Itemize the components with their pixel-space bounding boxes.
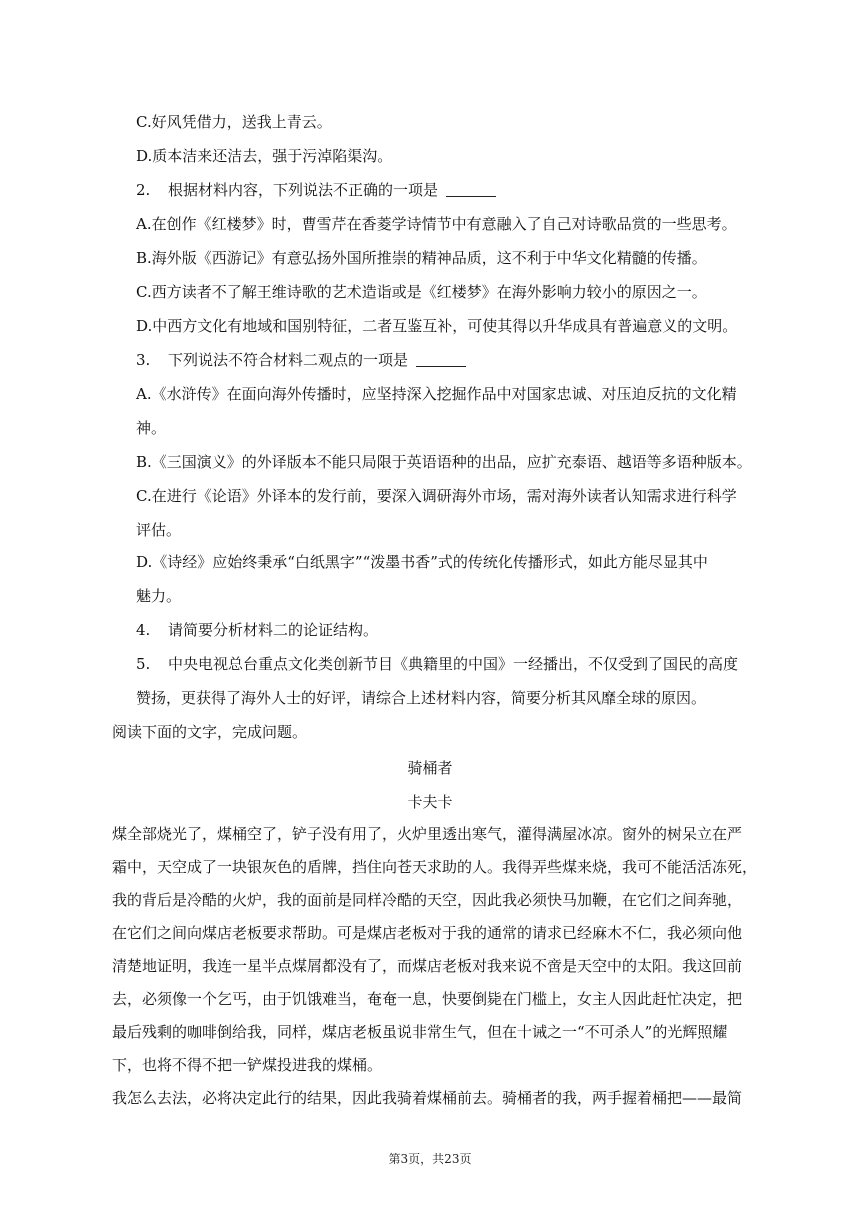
question-3-option-c: C.在进行《论语》外译本的发行前，要深入调研海外市场，需对海外读者认知需求进行科学 [136, 487, 737, 505]
story-line: 煤全部烧光了，煤桶空了，铲子没有用了，火炉里透出寒气，灌得满屋冰凉。窗外的树呆立在严 [112, 825, 743, 843]
story-line: 在它们之间向煤店老板要求帮助。可是煤店老板对于我的通常的请求已经麻木不仁，我必须向他 [112, 924, 743, 942]
question-2-option-b: B.海外版《西游记》有意弘扬外国所推崇的精神品质，这不利于中华文化精髓的传播。 [136, 249, 707, 267]
question-2-option-c: C.西方读者不了解王维诗歌的艺术造诣或是《红楼梦》在海外影响力较小的原因之一。 [136, 283, 707, 301]
question-3-option-a: A.《水浒传》在面向海外传播时，应坚持深入挖掘作品中对国家忠诚、对压迫反抗的文化精 [136, 385, 737, 403]
question-4 [136, 620, 378, 640]
option-c-top: C.好风凭借力，送我上青云。 [136, 113, 332, 131]
question-3 [136, 350, 466, 370]
question-5 [136, 654, 738, 674]
answer-blank[interactable] [416, 352, 466, 367]
question-2-option-a: A.在创作《红楼梦》时，曹雪芹在香菱学诗情节中有意融入了自己对诗歌品赏的一些思考。 [136, 215, 737, 233]
question-2 [136, 180, 496, 200]
question-3-option-a-cont: 神。 [136, 419, 167, 437]
story-title: 骑桶者 [407, 759, 453, 777]
story-line: 下，也将不得不把一铲煤投进我的煤桶。 [112, 1056, 383, 1074]
question-5-number: 5. [136, 655, 151, 673]
story-author: 卡夫卡 [407, 793, 453, 811]
page-footer: 第3页，共23页 [388, 1152, 472, 1166]
question-3-option-d: D.《诗经》应始终秉承“白纸黑字”“泼墨书香”式的传统化传播形式，如此方能尽显其中 [136, 553, 708, 571]
option-d-top: D.质本洁来还洁去，强于污淖陷渠沟。 [136, 147, 393, 165]
question-2-text: 根据材料内容，下列说法不正确的一项是 [168, 181, 439, 199]
question-4-number: 4. [136, 621, 151, 639]
question-3-number: 3. [136, 351, 151, 369]
question-5-text-cont: 赞扬，更获得了海外人士的好评，请综合上述材料内容，简要分析其风靡全球的原因。 [136, 689, 707, 707]
story-line: 最后残剩的咖啡倒给我，同样，煤店老板虽说非常生气，但在十诫之一“不可杀人”的光辉照耀 [112, 1023, 728, 1041]
story-line: 我的背后是冷酷的火炉，我的面前是同样冷酷的天空，因此我必须快马加鞭，在它们之间奔驰， [112, 891, 743, 909]
reading-instruction: 阅读下面的文字，完成问题。 [112, 723, 308, 741]
question-2-option-d: D.中西方文化有地域和国别特征，二者互鉴互补，可使其得以升华成具有普遍意义的文明。 [136, 317, 738, 335]
story-line: 我怎么去法，必将决定此行的结果，因此我骑着煤桶前去。骑桶者的我，两手握着桶把——最简 [112, 1089, 743, 1107]
question-3-option-d-cont: 魅力。 [136, 587, 182, 605]
question-5-text: 中央电视总台重点文化类创新节目《典籍里的中国》一经播出，不仅受到了国民的高度 [168, 655, 739, 673]
question-4-text: 请简要分析材料二的论证结构。 [168, 621, 379, 639]
question-3-text: 下列说法不符合材料二观点的一项是 [168, 351, 409, 369]
question-3-option-c-cont: 评估。 [136, 521, 182, 539]
story-line: 去，必须像一个乞丐，由于饥饿难当，奄奄一息，快要倒毙在门槛上，女主人因此赶忙决定，把 [112, 990, 743, 1008]
question-2-number: 2. [136, 181, 151, 199]
story-line: 霜中，天空成了一块银灰色的盾牌，挡住向苍天求助的人。我得弄些煤来烧，我可不能活活冻死， [112, 858, 758, 876]
question-3-option-b: B.《三国演义》的外译版本不能只局限于英语语种的出品，应扩充泰语、越语等多语种版本。 [136, 453, 752, 471]
answer-blank[interactable] [446, 182, 496, 197]
story-line: 清楚地证明，我连一星半点煤屑都没有了，而煤店老板对我来说不啻是天空中的太阳。我这回前 [112, 957, 743, 975]
